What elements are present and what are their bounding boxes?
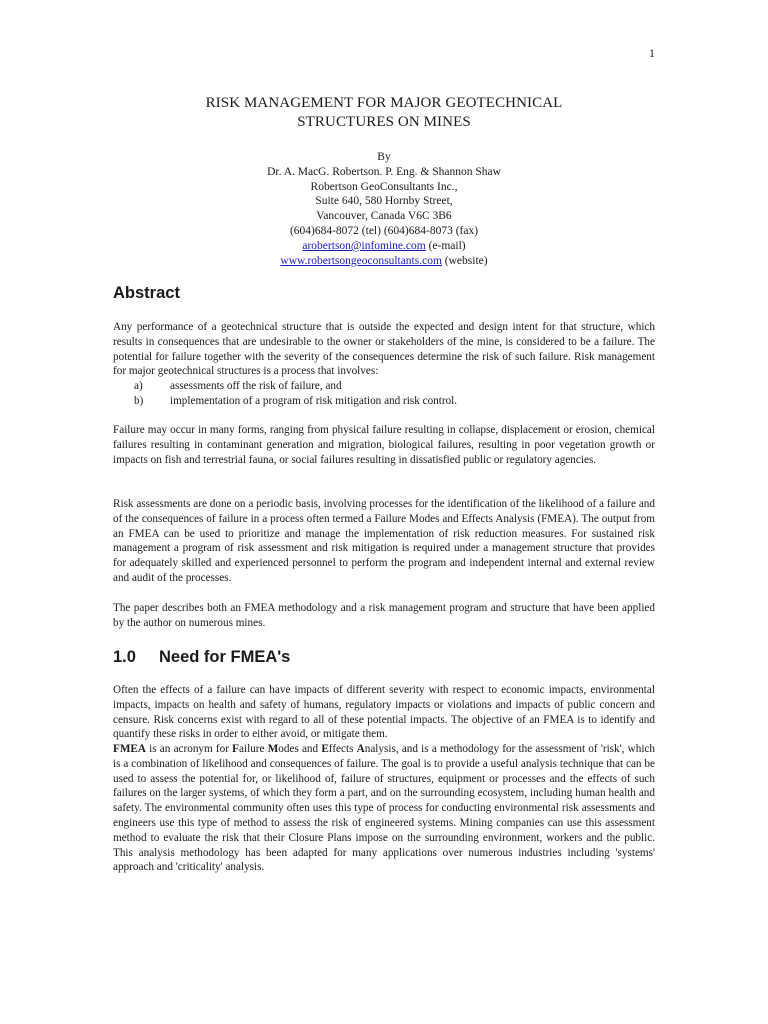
author-block	[113, 150, 655, 268]
by-label: By	[377, 151, 391, 163]
address-line-2: Vancouver, Canada V6C 3B6	[316, 210, 452, 223]
abstract-paragraph-1: Any performance of a geotechnical structure that is outside the expected and design intent for that structure, which results in consequences that are undesirable to the owner or stakeholders of the mine, is considered to be a failure. The potential for failure together with the severity of the consequences determine the risk of such failure. Risk management for major geotechnical structures is a process that involves:	[113, 321, 655, 378]
text-run: ffects	[328, 743, 357, 755]
author-names: Dr. A. MacG. Robertson. P. Eng. & Shannon Shaw	[267, 165, 501, 178]
abstract-list	[113, 379, 655, 409]
list-item-text: assessments off the risk of failure, and	[170, 380, 342, 392]
website-suffix: (website)	[441, 254, 488, 267]
title-line-2: STRUCTURES ON MINES	[297, 114, 471, 130]
email-line	[113, 239, 655, 254]
abstract-paragraph-4: The paper describes both an FMEA methodology and a risk management program and structure that have been applied by the author on numerous mines.	[113, 602, 655, 629]
text-run: nalysis, and is a methodology for the assessment of 'risk', which is a combination of likelihood and consequences of failure. The goal is to provide a useful analysis technique that can be used to assess the potential for, or likelihood of, failure of structures, equipment or processes and the effects of such failures on the larger systems, of which they form a part, and on the surrounding ecosystem, including human health and safety. The environmental community often uses this type of process for conducting environmental risk assessments and engineers use this type of method to assess the risk of engineered systems. Mining companies can use this assessment method to evaluate the risk that their Closure Plans impose on the surrounding environment, workers and the public. This analysis methodology has been adapted for many applications over numerous industries including 'systems' approach and 'criticality' analysis.	[113, 743, 655, 874]
section-paragraph-2	[113, 742, 655, 875]
email-suffix: (e-mail)	[425, 239, 466, 252]
section-paragraph-1: Often the effects of a failure can have impacts of different severity with respect to economic impacts, environmental impacts, impacts on health and safety of humans, regulatory impacts or violations and impacts of public concern and censure. Risk concerns exist with regard to all of these potential impacts. The objective of an FMEA is to identify and quantify these risks in order to either avoid, or mitigate them.	[113, 684, 655, 741]
website-link[interactable]: www.robertsongeoconsultants.com	[280, 254, 442, 267]
list-item-text: implementation of a program of risk mitigation and risk control.	[170, 394, 458, 407]
text-run: odes and	[278, 743, 322, 755]
abstract-paragraph-3: Risk assessments are done on a periodic basis, involving processes for the identification of the likelihood of a failure and of the consequences of failure in a process often termed a Failure Modes and Effects Analysis (FMEA). The output from an FMEA can be used to prioritize and manage the implementation of risk reduction measures. For sustained risk management a program of risk assessment and risk mitigation is required under a management structure that provides for adequately skilled and experienced personnel to perform the program and independent internal and external review and audit of the processes.	[113, 498, 655, 584]
list-marker: b)	[134, 394, 144, 407]
abstract-heading: Abstract	[113, 284, 180, 302]
email-link[interactable]: arobertson@infomine.com	[302, 239, 426, 252]
page-number: 1	[649, 46, 655, 60]
bold-letter: F	[232, 743, 240, 755]
fmea-acronym: FMEA	[113, 743, 146, 755]
section-title: Need for FMEA's	[159, 648, 291, 666]
abstract-paragraph-2: Failure may occur in many forms, ranging from physical failure resulting in collapse, displacement or erosion, chemical failures resulting in contaminant generation and migration, biological failures, resulting in poor vegetation growth or impacts on fish and terrestrial fauna, or social failures resulting in dissatisfied public or regulatory agencies.	[113, 424, 655, 466]
list-item	[113, 379, 655, 394]
bold-letter: M	[267, 743, 279, 755]
paper-title	[113, 94, 655, 132]
list-item	[113, 394, 655, 409]
website-line	[113, 254, 655, 269]
company-name: Robertson GeoConsultants Inc.,	[310, 180, 458, 193]
list-marker: a)	[134, 380, 143, 392]
text-run: is an acronym for	[145, 743, 233, 755]
section-number: 1.0	[113, 648, 136, 666]
phone-fax: (604)684-8072 (tel) (604)684-8073 (fax)	[289, 224, 479, 237]
title-line-1: RISK MANAGEMENT FOR MAJOR GEOTECHNICAL	[205, 95, 563, 111]
bold-letter: A	[356, 743, 365, 755]
text-run: ailure	[239, 743, 268, 755]
section-heading	[113, 648, 290, 667]
bold-letter: E	[321, 743, 329, 755]
address-line-1: Suite 640, 580 Hornby Street,	[315, 195, 453, 208]
